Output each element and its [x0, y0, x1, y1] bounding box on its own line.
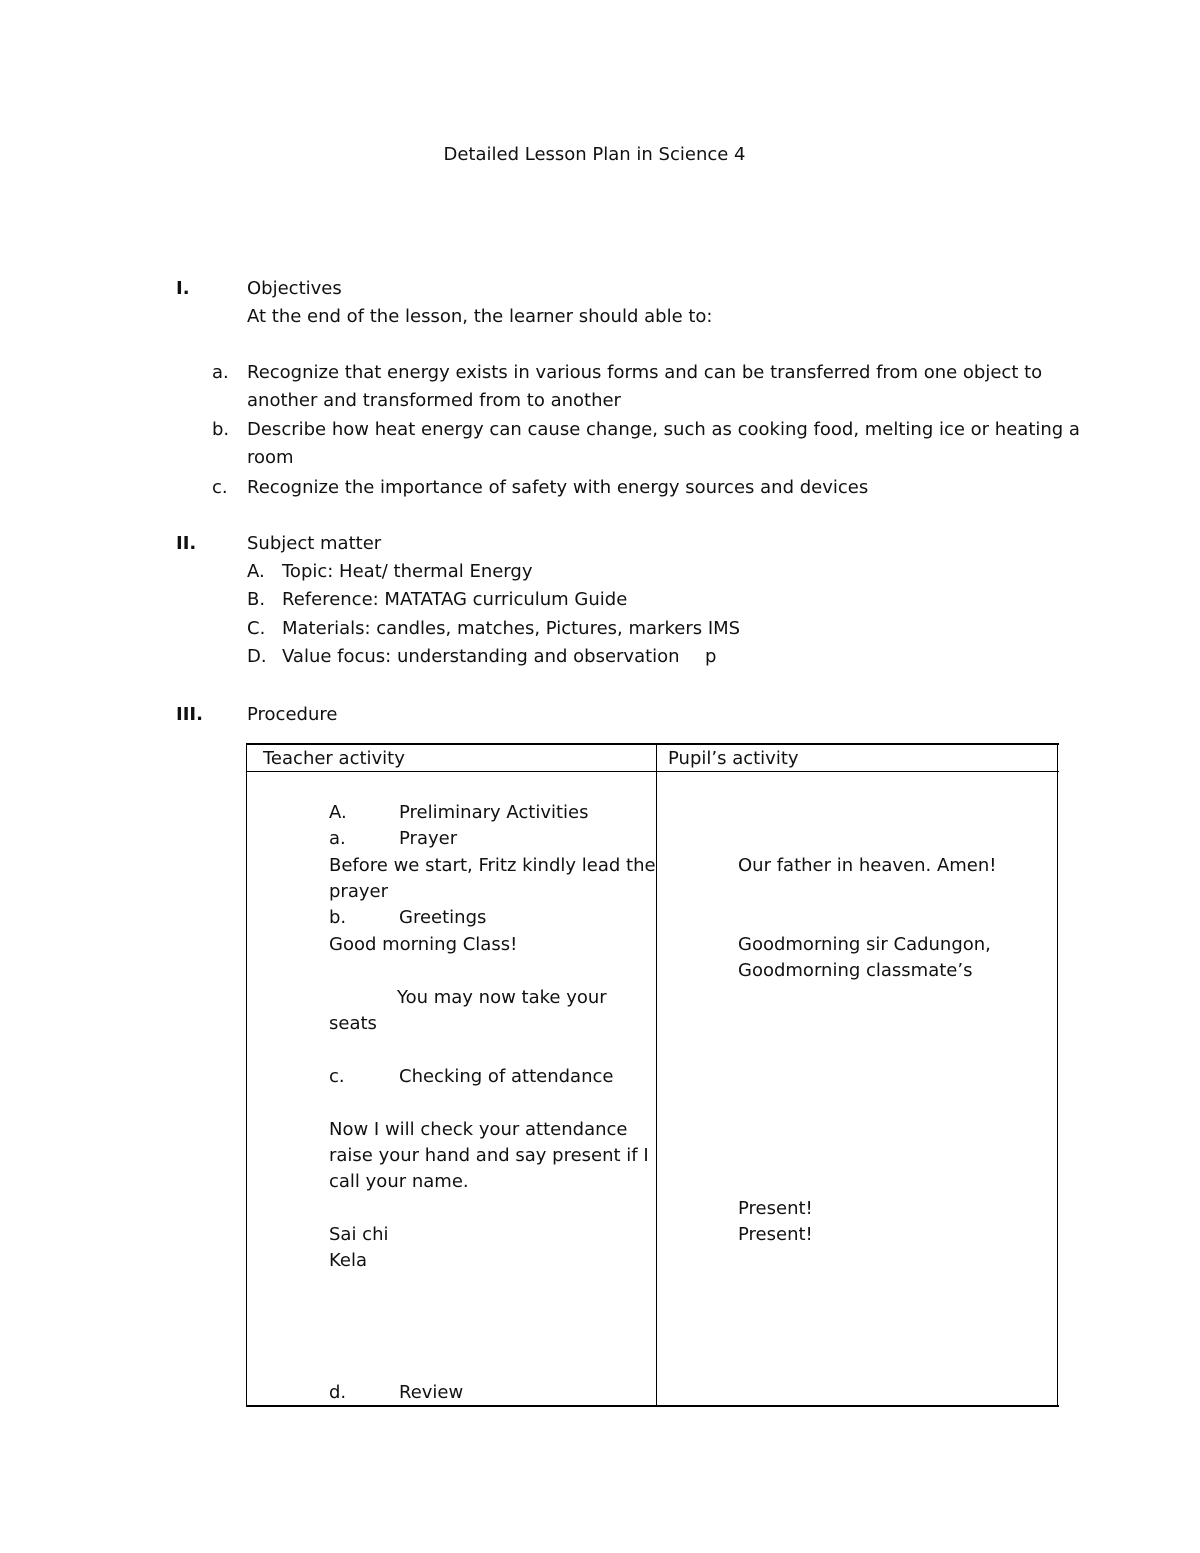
objective-b-line-2: room [247, 447, 294, 468]
objective-letter-a: a. [212, 362, 229, 383]
teacher-student-name-1: Sai chi [329, 1224, 389, 1245]
teacher-review-letter: d. [329, 1382, 347, 1403]
teacher-greet-letter: b. [329, 907, 347, 928]
teacher-attendance-line-1: Now I will check your attendance [329, 1119, 628, 1140]
teacher-check-letter: c. [329, 1066, 345, 1087]
table-bottom-border [246, 1405, 1059, 1407]
objective-b-line-1: Describe how heat energy can cause change, such as cooking food, melting ice or heating a [247, 419, 1080, 440]
teacher-prayer-label: Prayer [399, 828, 458, 849]
teacher-prayer-line-2: prayer [329, 881, 388, 902]
table-left-border [246, 743, 247, 1406]
page-title: Detailed Lesson Plan in Science 4 [443, 144, 746, 165]
pupil-present-2: Present! [738, 1224, 813, 1245]
pupil-greet-line-2: Goodmorning classmate’s [738, 960, 973, 981]
teacher-review-label: Review [399, 1382, 464, 1403]
table-header-pupil: Pupil’s activity [668, 748, 799, 769]
objective-letter-b: b. [212, 419, 230, 440]
teacher-seats-line-2: seats [329, 1013, 377, 1034]
subject-value-focus: Value focus: understanding and observation [282, 646, 680, 667]
section-heading-objectives: Objectives [247, 278, 342, 299]
table-header-teacher: Teacher activity [263, 748, 405, 769]
teacher-attendance-line-3: call your name. [329, 1171, 469, 1192]
subject-value-focus-trailing: p [705, 646, 717, 667]
table-column-divider [656, 743, 657, 1406]
objective-letter-c: c. [212, 477, 228, 498]
pupil-present-1: Present! [738, 1198, 813, 1219]
teacher-attendance-line-2: raise your hand and say present if I [329, 1145, 649, 1166]
table-top-border [246, 743, 1059, 745]
teacher-prelim-label: Preliminary Activities [399, 802, 589, 823]
section-heading-procedure: Procedure [247, 704, 338, 725]
section-numeral-procedure: III. [176, 704, 203, 725]
teacher-prelim-letter: A. [329, 802, 347, 823]
subject-reference: Reference: MATATAG curriculum Guide [282, 589, 628, 610]
objectives-intro: At the end of the lesson, the learner should able to: [247, 306, 713, 327]
objective-c-line-1: Recognize the importance of safety with energy sources and devices [247, 477, 869, 498]
subject-letter-d: D. [247, 646, 267, 667]
teacher-prayer-line-1: Before we start, Fritz kindly lead the [329, 855, 656, 876]
pupil-prayer-response: Our father in heaven. Amen! [738, 855, 997, 876]
subject-letter-c: C. [247, 618, 266, 639]
subject-materials: Materials: candles, matches, Pictures, markers IMS [282, 618, 741, 639]
objective-a-line-2: another and transformed from to another [247, 390, 621, 411]
teacher-greet-label: Greetings [399, 907, 487, 928]
teacher-check-label: Checking of attendance [399, 1066, 614, 1087]
teacher-student-name-2: Kela [329, 1250, 368, 1271]
teacher-greet-text: Good morning Class! [329, 934, 518, 955]
section-numeral-objectives: I. [176, 278, 190, 299]
teacher-prayer-letter: a. [329, 828, 346, 849]
pupil-greet-line-1: Goodmorning sir Cadungon, [738, 934, 991, 955]
subject-topic: Topic: Heat/ thermal Energy [282, 561, 533, 582]
teacher-seats-line-1: You may now take your [397, 987, 607, 1008]
section-numeral-subject-matter: II. [176, 533, 197, 554]
table-right-border [1057, 743, 1058, 1406]
subject-letter-b: B. [247, 589, 266, 610]
objective-a-line-1: Recognize that energy exists in various forms and can be transferred from one object to [247, 362, 1043, 383]
subject-letter-a: A. [247, 561, 265, 582]
section-heading-subject-matter: Subject matter [247, 533, 382, 554]
